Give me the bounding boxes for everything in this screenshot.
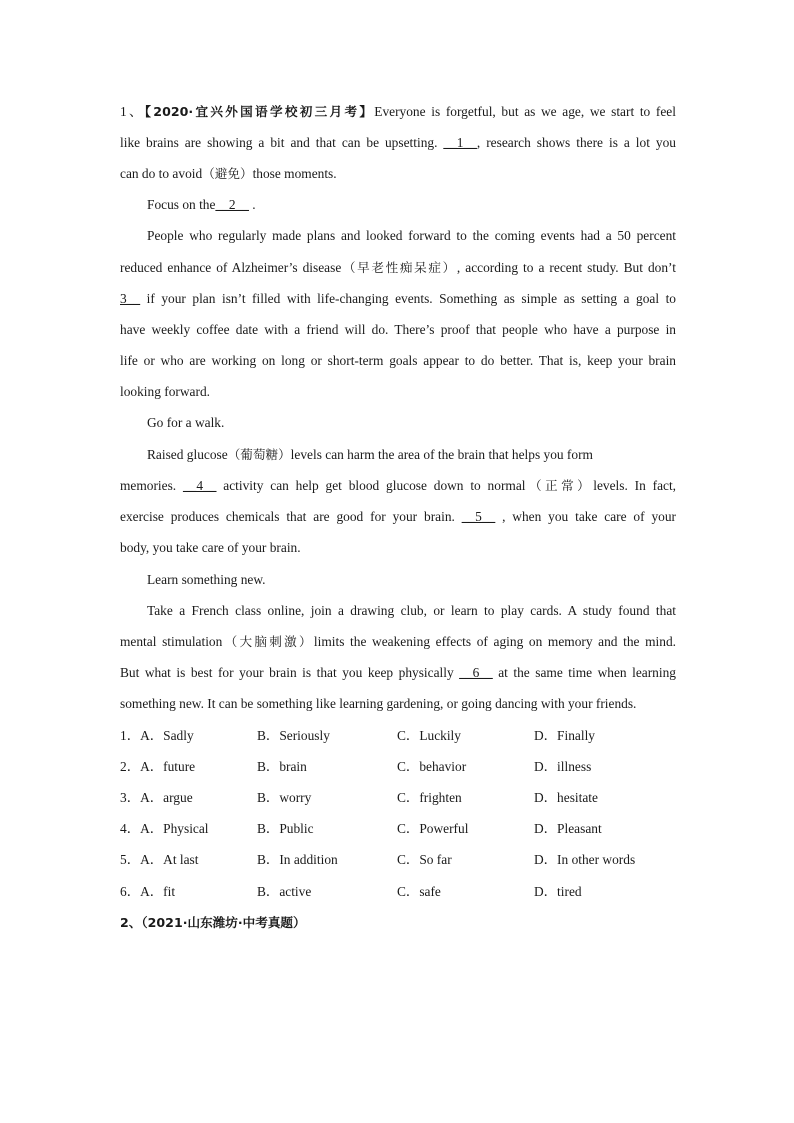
option-b: B．brain xyxy=(257,759,307,774)
paragraph-text: limits the weakening effects of aging on memory and the mind. xyxy=(313,634,676,649)
blank-4: __4__ xyxy=(182,478,217,493)
intro-text: , research shows there is a lot you xyxy=(476,135,676,150)
paragraph-text: Raised glucose xyxy=(147,447,228,462)
intro-text: those moments. xyxy=(252,166,337,181)
chinese-gloss: （避免） xyxy=(202,166,253,181)
p1-line-2 xyxy=(120,252,676,283)
p3-line-1: Take a French class online, join a drawing club, or learn to play cards. A study found that xyxy=(147,603,676,618)
blank-5: __5__ xyxy=(461,509,496,524)
q1-intro-line-2 xyxy=(120,127,676,158)
paragraph-text: mental stimulation xyxy=(120,634,223,649)
p1-line-3 xyxy=(120,283,676,314)
option-d: D．In other words xyxy=(534,852,636,867)
paragraph-text: activity can help get blood glucose down to normal xyxy=(216,478,526,493)
paragraph-text: at the same time when learning xyxy=(492,665,676,680)
option-c: C．behavior xyxy=(397,759,467,774)
paragraph-text: But what is best for your brain is that you keep physically xyxy=(120,665,460,680)
option-row-1 xyxy=(120,720,680,751)
option-d: D．tired xyxy=(534,884,582,899)
section-heading-3: Learn something new. xyxy=(147,572,266,587)
option-row-2 xyxy=(120,751,680,782)
paragraph-text: if your plan isn’t filled with life-changing events. Something as simple as setting a goal to xyxy=(140,291,676,306)
chinese-gloss: （葡萄糖） xyxy=(227,447,291,462)
paragraph-text: , when you take care of your xyxy=(495,509,676,524)
option-a: 6．A．fit xyxy=(120,884,176,899)
blank-6: __6__ xyxy=(459,665,493,680)
chinese-gloss: （大脑刺激） xyxy=(222,634,314,649)
p1-line-1: People who regularly made plans and looked forward to the coming events had a 50 percent xyxy=(147,228,676,243)
q1-intro-line-3 xyxy=(120,158,676,189)
option-a: 3．A．argue xyxy=(120,790,193,805)
blank-1: __1__ xyxy=(443,135,477,150)
chinese-gloss: （早老性痴呆症） xyxy=(341,260,457,275)
p2-line-3 xyxy=(120,501,676,532)
option-row-6 xyxy=(120,876,680,907)
paragraph-text: levels can harm the area of the brain that helps you form xyxy=(290,447,593,462)
question-source: 【2020·宜兴外国语学校初三月考】 xyxy=(144,104,375,119)
option-d: D．Finally xyxy=(534,728,596,743)
option-c: C．Powerful xyxy=(397,821,469,836)
intro-text: like brains are showing a bit and that can be upsetting. xyxy=(120,135,444,150)
blank-2: __2__ xyxy=(215,197,249,212)
p3-line-3 xyxy=(120,657,676,688)
option-row-3 xyxy=(120,782,680,813)
option-b: B．Seriously xyxy=(257,728,330,743)
option-row-5 xyxy=(120,844,680,875)
option-row-4 xyxy=(120,813,680,844)
paragraph-text: reduced enhance of Alzheimer’s disease xyxy=(120,260,342,275)
chinese-gloss: （正常） xyxy=(525,478,594,493)
heading-text: Focus on the xyxy=(147,197,216,212)
option-a: 1．A．Sadly xyxy=(120,728,194,743)
intro-text: Everyone is forgetful, but as we age, we start to feel xyxy=(374,104,676,119)
heading-text: . xyxy=(252,197,256,212)
question-2-label: 2、（2021·山东潍坊·中考真题） xyxy=(120,915,306,930)
p2-line-1 xyxy=(147,439,676,470)
p1-line-5: life or who are working on long or short-term goals appear to do better. That is, keep your brain xyxy=(120,353,676,368)
p2-line-4: body, you take care of your brain. xyxy=(120,540,301,555)
p3-line-2 xyxy=(120,626,676,657)
option-c: C．frighten xyxy=(397,790,462,805)
p3-line-4: something new. It can be something like learning gardening, or going dancing with your friends. xyxy=(120,696,637,711)
p1-line-4: have weekly coffee date with a friend will do. There’s proof that people who have a purpose in xyxy=(120,322,676,337)
option-b: B．In addition xyxy=(257,852,338,867)
paragraph-text: , according to a recent study. But don’t xyxy=(456,260,676,275)
option-b: B．worry xyxy=(257,790,312,805)
option-a: 5．A．At last xyxy=(120,852,199,867)
option-a: 2．A．future xyxy=(120,759,196,774)
q1-intro-line-1 xyxy=(120,96,676,127)
option-c: C．safe xyxy=(397,884,441,899)
option-b: B．active xyxy=(257,884,312,899)
question-number: 1、 xyxy=(120,104,145,119)
paragraph-text: memories. xyxy=(120,478,183,493)
option-d: D．hesitate xyxy=(534,790,598,805)
option-c: C．So far xyxy=(397,852,452,867)
option-a: 4．A．Physical xyxy=(120,821,209,836)
paragraph-text: exercise produces chemicals that are good for your brain. xyxy=(120,509,462,524)
p2-line-2 xyxy=(120,470,676,501)
option-d: D．illness xyxy=(534,759,592,774)
option-b: B．Public xyxy=(257,821,314,836)
paragraph-text: levels. In fact, xyxy=(593,478,677,493)
section-heading-1 xyxy=(147,189,676,220)
intro-text: can do to avoid xyxy=(120,166,203,181)
section-heading-2: Go for a walk. xyxy=(147,415,225,430)
option-d: D．Pleasant xyxy=(534,821,602,836)
p1-line-6: looking forward. xyxy=(120,384,210,399)
blank-3: 3__ xyxy=(120,291,141,306)
option-c: C．Luckily xyxy=(397,728,461,743)
